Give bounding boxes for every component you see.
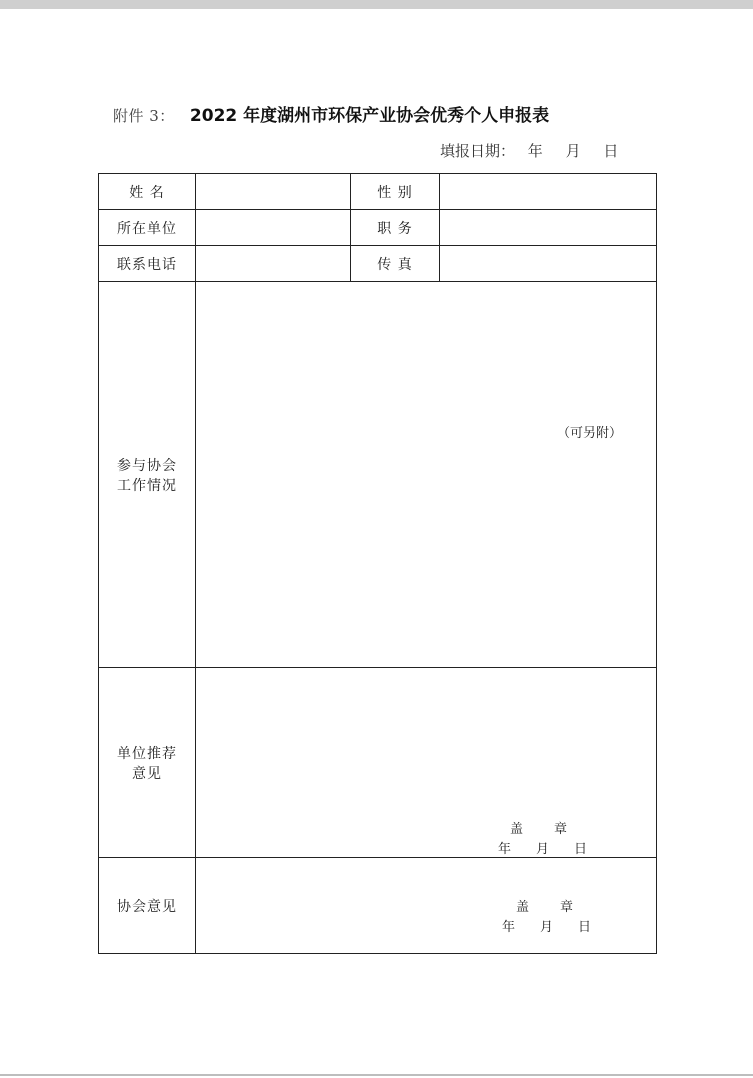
position-label: 职 务 [351, 210, 440, 246]
association-seal-line [516, 896, 573, 915]
unit-field[interactable] [196, 210, 351, 246]
fill-date-day: 日 [603, 142, 619, 160]
recommend-year: 年 [498, 842, 512, 857]
fax-field[interactable] [440, 246, 657, 282]
fill-date-month: 月 [565, 142, 581, 160]
recommend-date-line [498, 838, 587, 857]
position-field[interactable] [440, 210, 657, 246]
work-field[interactable] [196, 282, 657, 668]
recommend-seal-word1: 盖 [510, 822, 524, 837]
association-seal-word1: 盖 [516, 900, 530, 915]
name-label: 姓 名 [99, 174, 196, 210]
recommend-field[interactable] [196, 668, 657, 858]
name-field[interactable] [196, 174, 351, 210]
fax-label: 传 真 [351, 246, 440, 282]
fill-date-label: 填报日期： [440, 142, 516, 160]
recommend-month: 月 [536, 842, 550, 857]
association-month: 月 [540, 920, 554, 935]
work-note: （可另附） [556, 426, 622, 441]
recommend-field-area [196, 668, 656, 857]
recommend-label-line2: 意见 [132, 765, 162, 782]
work-label-line2: 工作情况 [117, 477, 177, 494]
phone-field[interactable] [196, 246, 351, 282]
recommend-seal-word2: 章 [554, 822, 568, 837]
association-field-area [196, 858, 656, 953]
form-row-association [99, 858, 657, 954]
unit-label: 所在单位 [99, 210, 196, 246]
form-row-phone [99, 246, 657, 282]
association-day: 日 [578, 920, 592, 935]
gender-field[interactable] [440, 174, 657, 210]
bottom-scan-border [0, 1074, 753, 1076]
work-field-area [196, 282, 656, 667]
recommend-label-line1: 单位推荐 [117, 745, 177, 762]
association-date-line [502, 916, 591, 935]
form-row-unit [99, 210, 657, 246]
form-row-work [99, 282, 657, 668]
recommend-seal-line [510, 818, 567, 837]
fill-date-line [440, 140, 655, 161]
association-seal-word2: 章 [560, 900, 574, 915]
gender-label: 性 别 [351, 174, 440, 210]
fill-date-year: 年 [527, 142, 543, 160]
work-label [99, 282, 196, 668]
association-label: 协会意见 [99, 858, 196, 954]
document-header [113, 101, 673, 127]
attachment-label: 附件 3： [113, 107, 175, 125]
recommend-day: 日 [574, 842, 588, 857]
recommend-label [99, 668, 196, 858]
application-form-table [98, 173, 657, 954]
top-scan-border [0, 0, 753, 9]
form-row-name [99, 174, 657, 210]
association-field[interactable] [196, 858, 657, 954]
document-title: 2022 年度湖州市环保产业协会优秀个人申报表 [189, 106, 550, 126]
work-label-line1: 参与协会 [117, 457, 177, 474]
association-year: 年 [502, 920, 516, 935]
form-row-recommend [99, 668, 657, 858]
phone-label: 联系电话 [99, 246, 196, 282]
